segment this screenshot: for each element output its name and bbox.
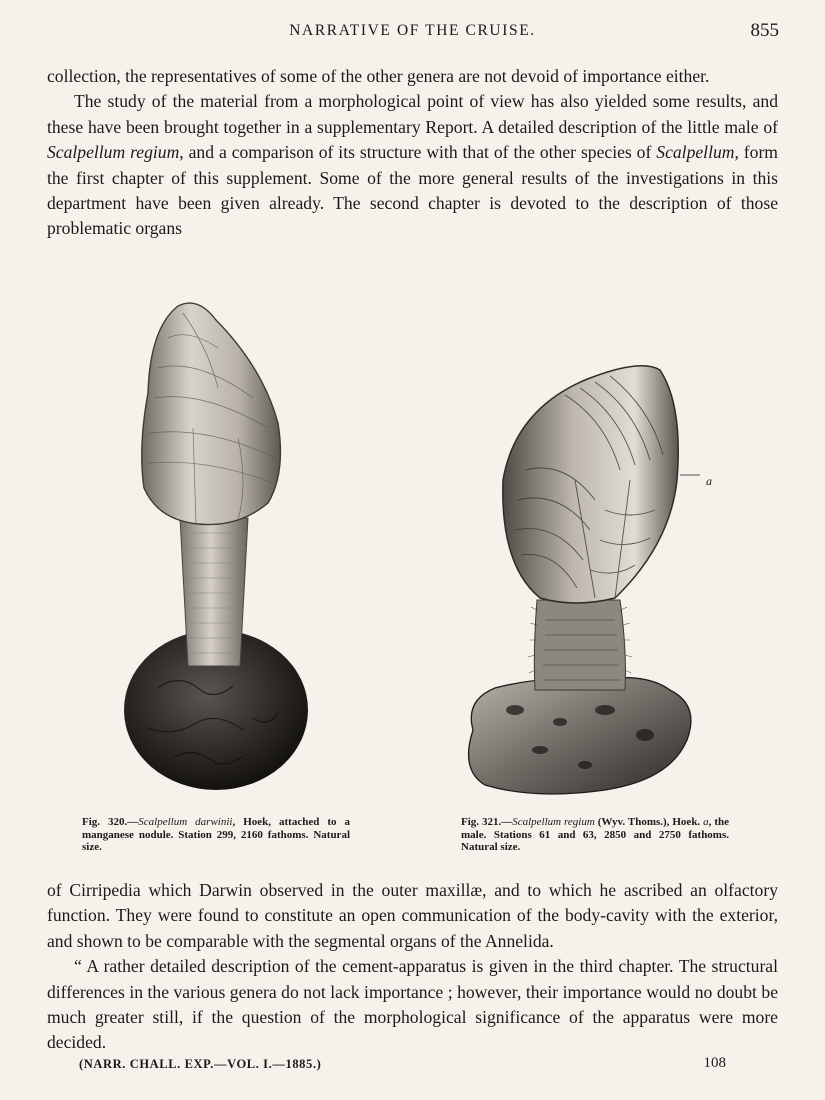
figure-320-illustration (88, 298, 338, 808)
hairy-peduncle (534, 600, 625, 690)
text-run: , and a comparison of its structure with that of the other species of (179, 142, 657, 163)
text-run: (Wyv. Thoms.), Hoek. (594, 816, 704, 828)
text-run: The study of the material from a morphological point of view has also yielded some results, and these have been brought together in a supplementary Report. A detailed description of the little male of (47, 91, 778, 137)
figure-321-illustration (455, 350, 735, 810)
italic-text-run: Scalpellum regium (512, 816, 595, 828)
italic-text-run: Scalpellum (656, 142, 735, 163)
paragraph (47, 64, 778, 89)
italic-text-run: a (703, 816, 709, 828)
footer-citation: (NARR. CHALL. EXP.—VOL. I.—1885.) (79, 1057, 322, 1071)
text-run: collection, the representatives of some of the other genera are not devoid of importance either. (47, 66, 710, 86)
text-run: of Cirripedia which Darwin observed in the outer maxillæ, and to which he ascribed an olfactory function. They were found to constitute an open communication of the body-cavity with the exterior, and shown to be comparable with the segmental organs of the Annelida. (47, 880, 778, 951)
bottom-text-block (47, 878, 778, 1056)
page-number: 855 (750, 20, 779, 41)
scalpellum-regium-drawing (455, 350, 735, 810)
text-run: , the male. Stations 61 and 63, 2850 and 2750 fathoms. Natural size. (461, 816, 729, 853)
running-head: NARRATIVE OF THE CRUISE. (289, 22, 536, 39)
paragraph (47, 954, 778, 1056)
italic-text-run: Scalpellum regium (47, 142, 180, 163)
text-run: “ A rather detailed description of the cement-apparatus is given in the third chapter. The structural differences in the various genera do not lack importance ; however, their importance would no doubt be much greater still, if the question of the morphological significance of the apparatus were more decided. (47, 956, 778, 1053)
peduncle (180, 518, 248, 666)
paragraph (47, 89, 778, 241)
figure-321-caption (461, 816, 729, 854)
page-footer (0, 1057, 825, 1079)
italic-text-run: Scalpellum darwinii (138, 816, 233, 828)
rock-substrate (469, 678, 691, 794)
top-text-block (47, 64, 778, 242)
paragraph (47, 878, 778, 954)
signature-number: 108 (703, 1055, 726, 1071)
text-run: , form the first chapter of this supplement. Some of the more general results of the investigations in this department have been given already. The second chapter is devoted to the description of those problematic organs (47, 142, 778, 239)
capitulum-regium (503, 366, 678, 603)
text-run: , Hoek, attached to a manganese nodule. Station 299, 2160 fathoms. Natural size. (82, 816, 350, 853)
scalpellum-darwinii-drawing (88, 298, 338, 808)
text-run: Fig. 321.— (461, 816, 513, 828)
text-run: Fig. 320.— (82, 816, 139, 828)
page-header (0, 22, 825, 46)
figure-320-caption (82, 816, 350, 854)
capitulum (142, 303, 281, 524)
figure-321-label-a: a (706, 474, 712, 488)
